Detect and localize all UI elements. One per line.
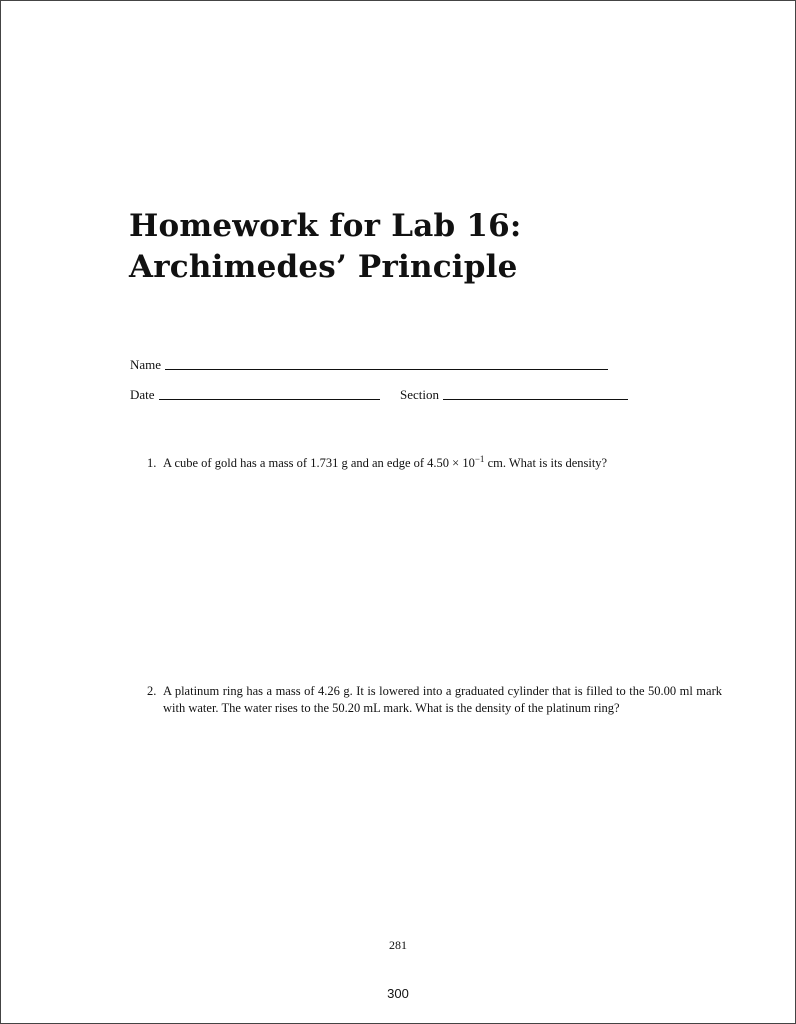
date-field bbox=[130, 387, 380, 403]
question-text: A cube of gold has a mass of 1.731 g and an edge of $4.50 \times 10^{-1}$ cm. What is its density? bbox=[163, 453, 608, 470]
name-label: Name bbox=[130, 357, 162, 372]
date-blank-line[interactable] bbox=[159, 398, 380, 400]
question-number: 1. bbox=[147, 456, 157, 470]
viewer-page-number: 300 bbox=[387, 986, 409, 1001]
date-label: Date bbox=[130, 387, 155, 402]
name-field bbox=[130, 357, 608, 373]
name-blank-line[interactable] bbox=[165, 368, 608, 370]
section-blank-line[interactable] bbox=[443, 398, 628, 400]
question-2 bbox=[147, 683, 722, 717]
question-text: A platinum ring has a mass of 4.26 g. It is lowered into a graduated cylinder that is filled to the 50.00 ml mark with water. The water rises to the 50.20 mL mark. What is the density of the platinum ring? bbox=[163, 684, 722, 715]
section-field bbox=[400, 387, 628, 403]
question-number: 2. bbox=[147, 684, 157, 698]
question-1 bbox=[147, 455, 722, 472]
book-page-number: 281 bbox=[389, 938, 407, 952]
page-title: Homework for Lab 16: Archimedes’ Principle bbox=[129, 208, 522, 285]
section-label: Section bbox=[400, 387, 439, 402]
